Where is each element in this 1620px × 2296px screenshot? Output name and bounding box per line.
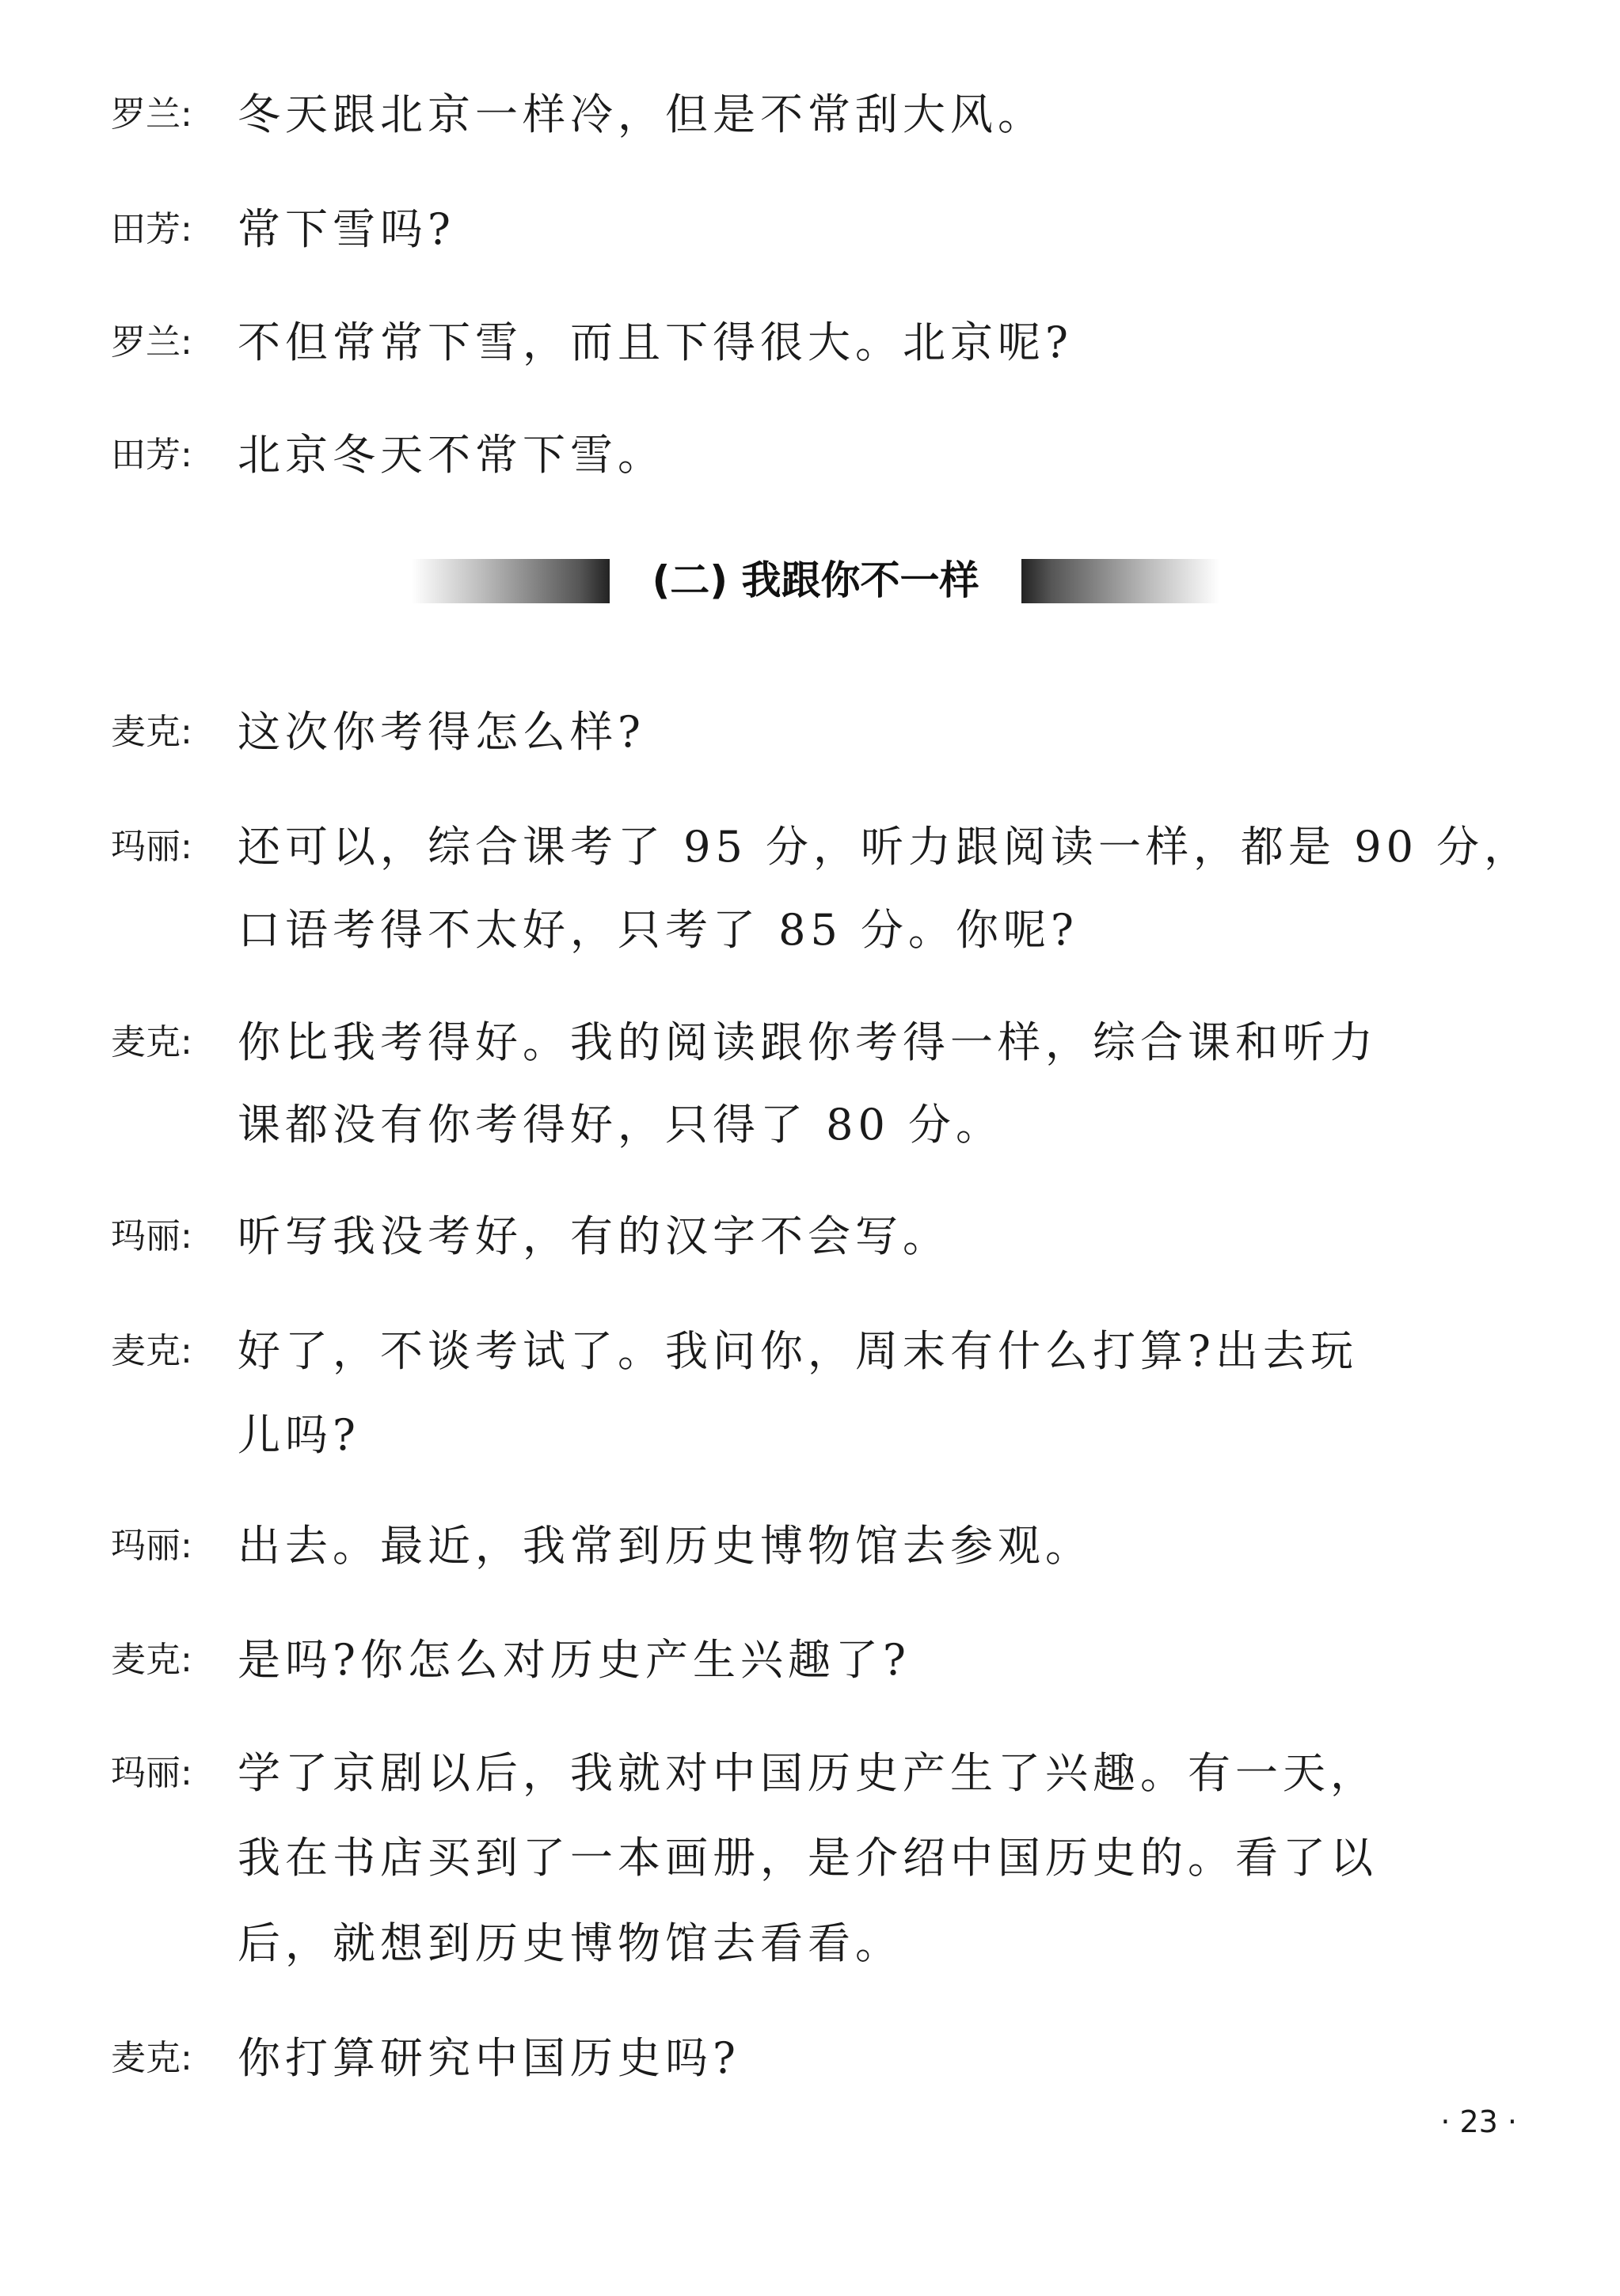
utterance-continuation: 课都没有你考得好，只得了 80 分。 [238, 1100, 1004, 1150]
heading-decoration-right [1021, 559, 1219, 603]
utterance: 北京冬天不常下雪。 [238, 430, 665, 480]
utterance: 出去。最近，我常到历史博物馆去参观。 [238, 1521, 1093, 1571]
speaker-label: 玛丽: [111, 1216, 192, 1256]
utterance: 你比我考得好。我的阅读跟你考得一样，综合课和听力 [238, 1017, 1378, 1067]
section-title: (二) 我跟你不一样 [652, 557, 979, 603]
speaker-label: 麦克: [111, 1022, 192, 1062]
utterance: 你打算研究中国历史吗? [238, 2033, 740, 2083]
utterance: 学了京剧以后，我就对中国历史产生了兴趣。有一天， [238, 1748, 1378, 1798]
dialogue-line [111, 1007, 1525, 1078]
speaker-label: 田芳: [111, 209, 192, 249]
dialogue-line [111, 697, 1525, 768]
heading-decoration-left [412, 559, 610, 603]
section-heading [412, 545, 1219, 616]
speaker-label: 麦克: [111, 1331, 192, 1371]
utterance: 是吗?你怎么对历史产生兴趣了? [238, 1635, 911, 1685]
speaker-label: 麦克: [111, 2038, 192, 2078]
dialogue-line [111, 420, 1525, 491]
dialogue-line [111, 1625, 1525, 1696]
utterance-continuation: 后，就想到历史博物馆去看看。 [238, 1918, 903, 1968]
utterance-continuation: 口语考得不太好，只考了 85 分。你呢? [238, 905, 1078, 955]
speaker-label: 麦克: [111, 1640, 192, 1680]
utterance: 冬天跟北京一样冷，但是不常刮大风。 [238, 89, 1045, 139]
dialogue-line [111, 1738, 1525, 1809]
dialogue-line [111, 812, 1532, 883]
dialogue-line [111, 1511, 1525, 1582]
utterance: 好了，不谈考试了。我问你，周末有什么打算?出去玩 [238, 1326, 1358, 1376]
dialogue-line [111, 2023, 1525, 2094]
dialogue-line [111, 79, 1525, 150]
dialogue-line [111, 1201, 1525, 1272]
page-number: · 23 · [1440, 2104, 1517, 2139]
utterance: 这次你考得怎么样? [238, 707, 645, 757]
dialogue-line [111, 194, 1525, 265]
dialogue-line [111, 307, 1525, 378]
utterance: 还可以，综合课考了 95 分，听力跟阅读一样，都是 90 分， [238, 822, 1532, 872]
speaker-label: 麦克: [111, 712, 192, 752]
utterance: 不但常常下雪，而且下得很大。北京呢? [238, 317, 1073, 367]
speaker-label: 罗兰: [111, 322, 192, 363]
speaker-label: 玛丽: [111, 827, 192, 867]
dialogue-line [111, 1316, 1525, 1387]
speaker-label: 田芳: [111, 435, 192, 475]
utterance-continuation: 我在书店买到了一本画册，是介绍中国历史的。看了以 [238, 1833, 1378, 1883]
speaker-label: 罗兰: [111, 94, 192, 135]
utterance: 听写我没考好，有的汉字不会写。 [238, 1211, 950, 1261]
speaker-label: 玛丽: [111, 1526, 192, 1566]
utterance: 常下雪吗? [238, 204, 455, 254]
utterance-continuation: 儿吗? [238, 1410, 360, 1460]
speaker-label: 玛丽: [111, 1753, 192, 1793]
